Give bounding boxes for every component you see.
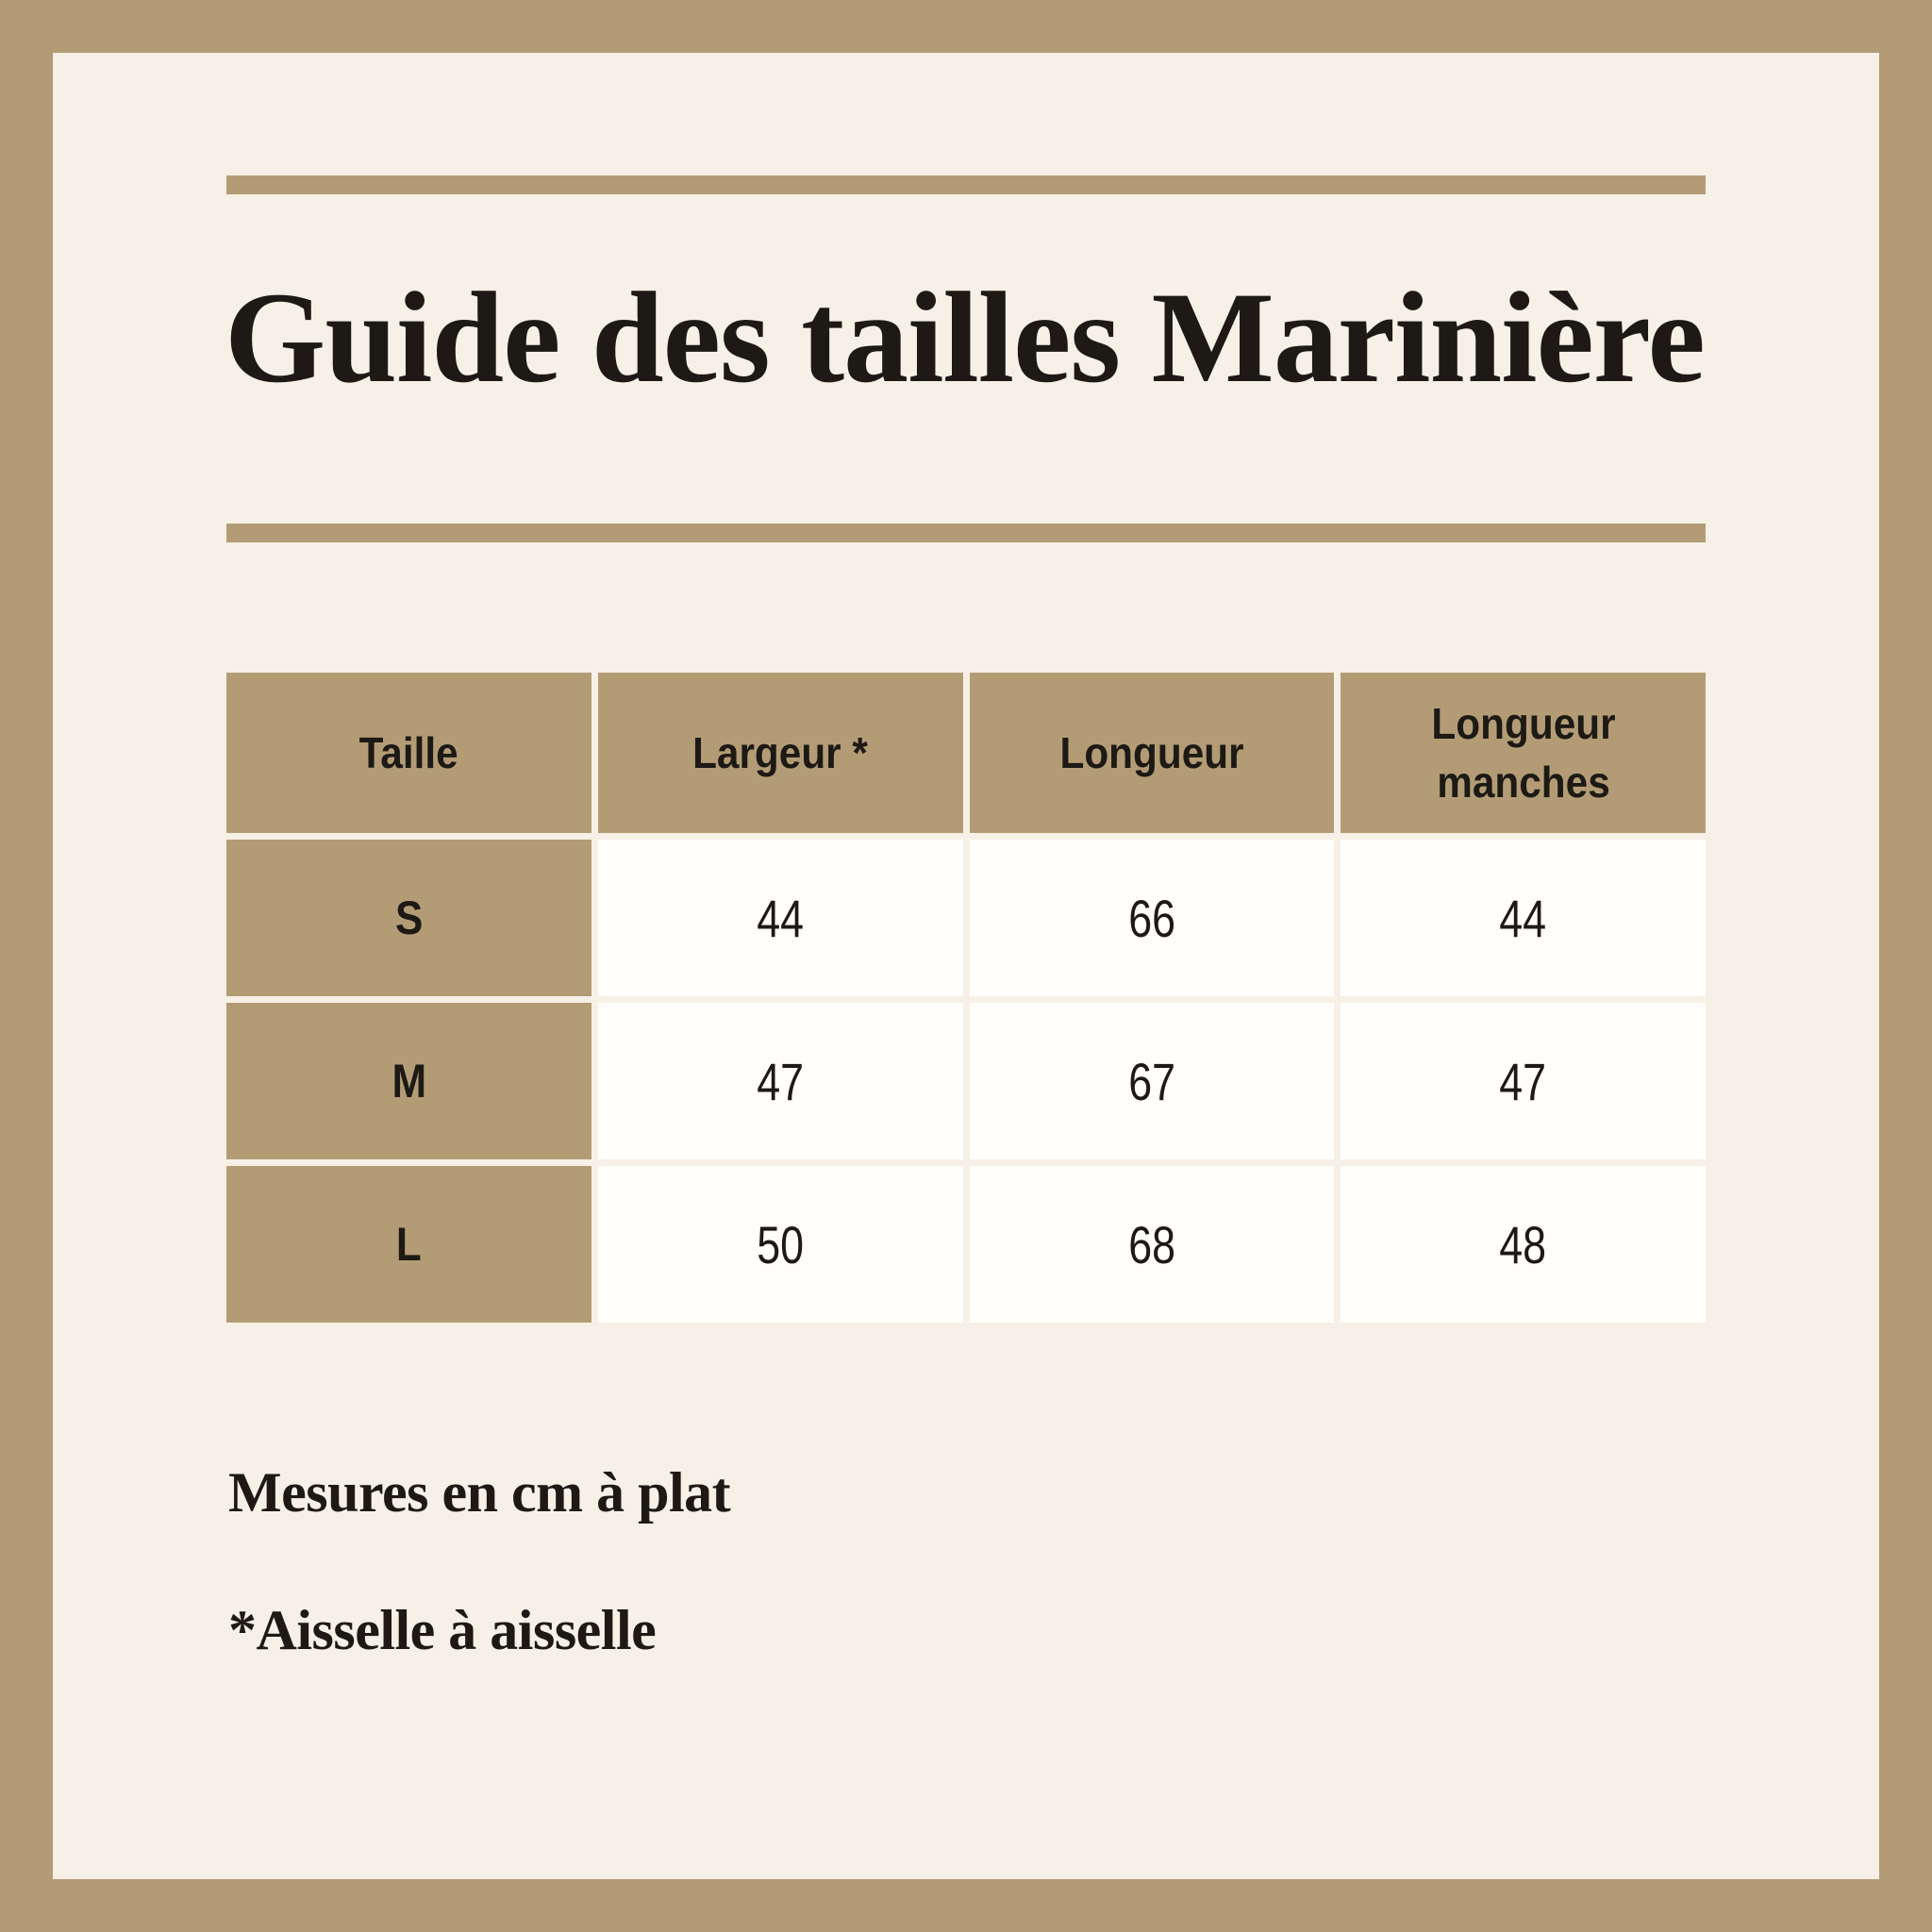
size-label-l: L bbox=[395, 1218, 422, 1271]
column-header-largeur bbox=[598, 673, 963, 833]
size-label-s: S bbox=[394, 891, 424, 944]
table-row-m-longueur-cell bbox=[970, 1003, 1335, 1159]
mid-divider bbox=[226, 524, 1706, 542]
note-armpit: *Aisselle à aisselle bbox=[228, 1599, 657, 1661]
column-header-longueur-manches bbox=[1341, 673, 1706, 833]
column-header-longueur-label: Longueur bbox=[1059, 727, 1244, 777]
top-divider bbox=[226, 175, 1706, 194]
table-row-m-size-cell bbox=[226, 1003, 591, 1159]
value-s-longueur: 66 bbox=[1127, 888, 1175, 948]
table-row-l-longueur-manches-cell bbox=[1341, 1166, 1706, 1323]
table-row-s-largeur-cell bbox=[598, 840, 963, 996]
table-row-l-longueur-cell bbox=[970, 1166, 1335, 1323]
note-measures: Mesures en cm à plat bbox=[228, 1461, 731, 1524]
column-header-longueur bbox=[970, 673, 1335, 833]
column-header-taille bbox=[226, 673, 591, 833]
table-row-m-longueur-manches-cell bbox=[1341, 1003, 1706, 1159]
value-m-largeur: 47 bbox=[757, 1051, 805, 1111]
value-l-largeur: 50 bbox=[757, 1214, 805, 1274]
value-s-longueur-manches: 44 bbox=[1499, 888, 1547, 948]
value-m-longueur: 67 bbox=[1127, 1051, 1175, 1111]
table-row-l-largeur-cell bbox=[598, 1166, 963, 1323]
table-row-l-size-cell bbox=[226, 1166, 591, 1323]
table-row-s-longueur-manches-cell bbox=[1341, 840, 1706, 996]
size-label-m: M bbox=[391, 1055, 426, 1108]
size-guide-card bbox=[53, 53, 1879, 1879]
value-s-largeur: 44 bbox=[757, 888, 805, 948]
page-title: Guide des tailles Marinière bbox=[225, 265, 1705, 409]
column-header-taille-label: Taille bbox=[358, 727, 458, 777]
table-row-m-largeur-cell bbox=[598, 1003, 963, 1159]
value-l-longueur: 68 bbox=[1127, 1214, 1175, 1274]
table-row-s-longueur-cell bbox=[970, 840, 1335, 996]
value-l-longueur-manches: 48 bbox=[1499, 1214, 1547, 1274]
column-header-longueur-manches-label: Longueur manches bbox=[1431, 698, 1616, 807]
value-m-longueur-manches: 47 bbox=[1499, 1051, 1547, 1111]
column-header-largeur-label: Largeur * bbox=[692, 727, 869, 777]
table-row-s-size-cell bbox=[226, 840, 591, 996]
size-table bbox=[226, 673, 1706, 1323]
